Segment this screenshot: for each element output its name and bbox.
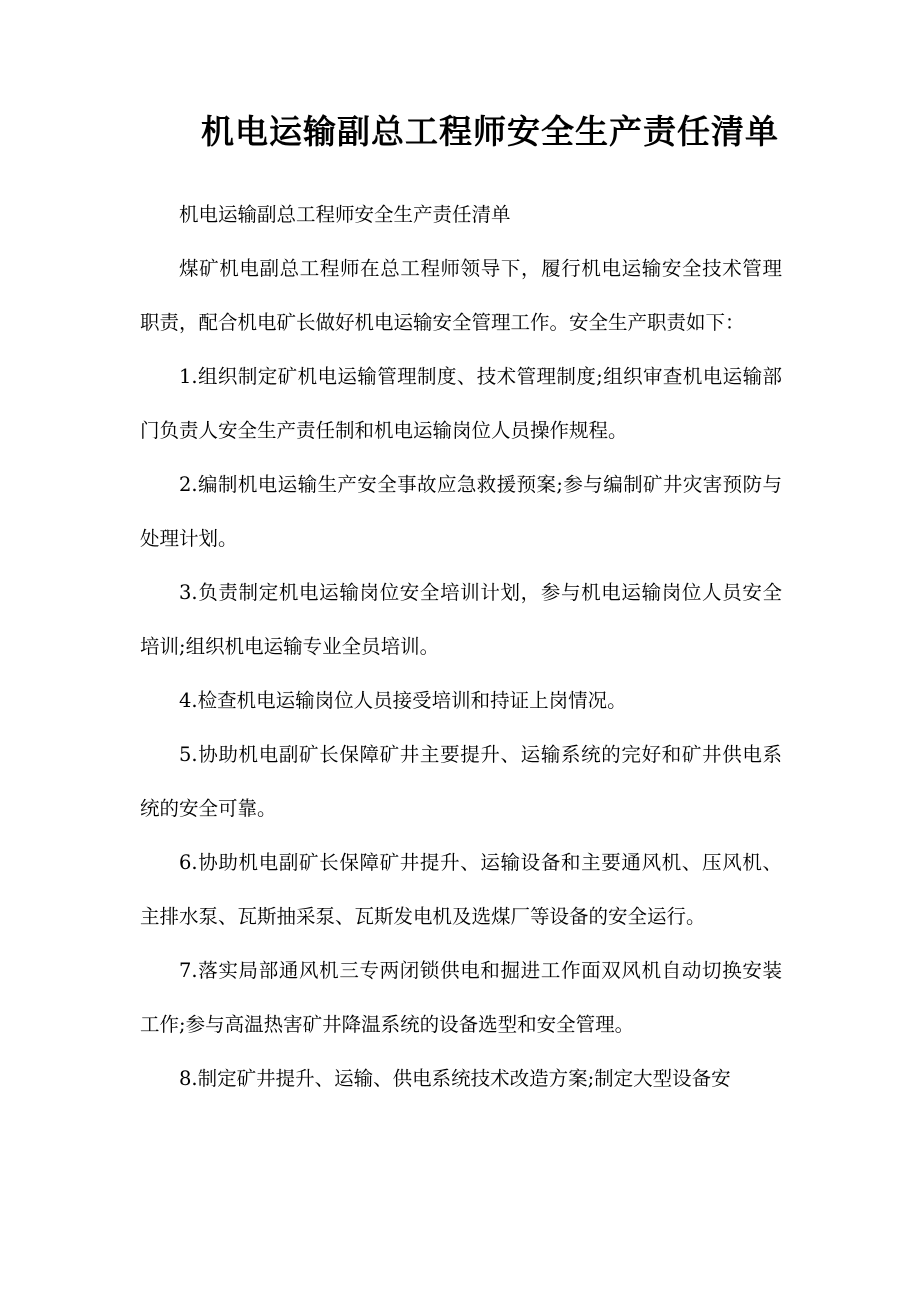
duty-item-5: 5.协助机电副矿长保障矿井主要提升、运输系统的完好和矿井供电系统的安全可靠。 bbox=[140, 743, 782, 820]
document-title: 机电运输副总工程师安全生产责任清单 bbox=[201, 112, 779, 151]
document-body bbox=[140, 188, 782, 1106]
duty-item-6: 6.协助机电副矿长保障矿井提升、运输设备和主要通风机、压风机、主排水泵、瓦斯抽采泵、瓦斯发电机及选煤厂等设备的安全运行。 bbox=[140, 851, 782, 928]
intro-paragraph: 煤矿机电副总工程师在总工程师领导下，履行机电运输安全技术管理职责，配合机电矿长做好机电运输安全管理工作。安全生产职责如下： bbox=[140, 257, 782, 334]
duty-item-4: 4.检查机电运输岗位人员接受培训和持证上岗情况。 bbox=[179, 689, 627, 712]
duty-item-3: 3.负责制定机电运输岗位安全培训计划，参与机电运输岗位人员安全培训;组织机电运输专业全员培训。 bbox=[140, 581, 782, 658]
duty-item-1: 1.组织制定矿机电运输管理制度、技术管理制度;组织审查机电运输部门负责人安全生产责任制和机电运输岗位人员操作规程。 bbox=[140, 365, 782, 442]
subtitle-paragraph: 机电运输副总工程师安全生产责任清单 bbox=[179, 203, 511, 226]
duty-item-8: 8.制定矿井提升、运输、供电系统技术改造方案;制定大型设备安 bbox=[179, 1067, 731, 1090]
duty-item-2: 2.编制机电运输生产安全事故应急救援预案;参与编制矿井灾害预防与处理计划。 bbox=[140, 473, 782, 550]
duty-item-7: 7.落实局部通风机三专两闭锁供电和掘进工作面双风机自动切换安装工作;参与高温热害矿井降温系统的设备选型和安全管理。 bbox=[140, 959, 782, 1036]
